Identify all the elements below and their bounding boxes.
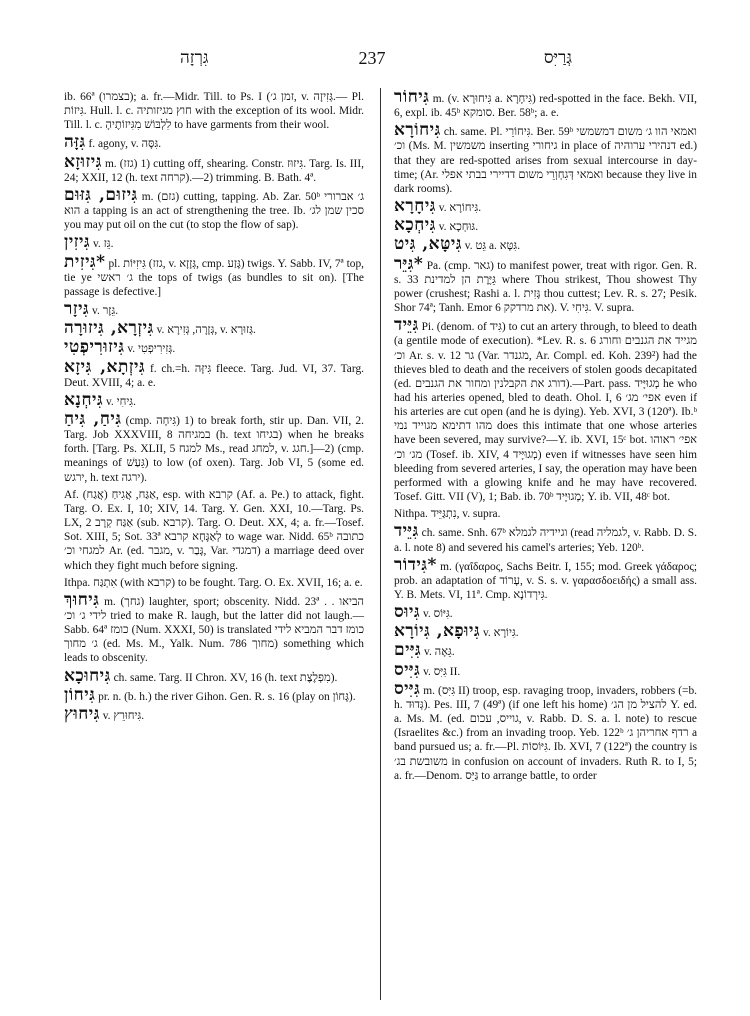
dictionary-entry <box>64 151 364 185</box>
dictionary-entry <box>394 554 697 602</box>
dictionary-entry <box>394 521 697 554</box>
dictionary-entry <box>64 684 364 705</box>
dictionary-entry <box>64 299 364 320</box>
column-divider <box>380 88 381 1000</box>
entry-headword: גִּיִּיס <box>394 659 421 680</box>
entry-text: ch. same. Targ. II Chron. XV, 16 (h. text מִפְלֶצֶת). <box>113 671 338 684</box>
entry-text: m. (גִּיִּס II) troop, esp. ravaging troop, invaders, robbers (=b. h. גְּדוּד). Pes. III, 7 (49ª) (if one left his home) להציל מן הג׳ Y. ed. a. Ms. M. (ed. גוייס, עכום, v. Rabb. D. S. a. l. note) to rescue (Israelites &c.) from an invading troop. Yeb. 122ᵇ רדף אחריהן ג׳ a band pursued us; a. fr.—Pl. גִּיּוֹסוֹת. Ib. XVI, 7 (122ª) the country is משובשת בג׳ in confusion on account of invaders. Ruth R. to I, 5; a. fr.—Denom. גַּיֵּס to arrange battle, to order <box>394 684 698 782</box>
entry-headword: גִּיוּס <box>394 602 421 623</box>
dictionary-entry <box>394 507 697 521</box>
dictionary-entry <box>64 488 364 573</box>
entry-headword: גִּיזְרָא, גִּיזוּרָה <box>64 318 154 339</box>
entry-headword: *גִּיזִית <box>64 251 106 272</box>
dictionary-entry <box>64 389 364 410</box>
right-column <box>394 87 698 786</box>
dictionary-entry <box>394 602 697 623</box>
dictionary-entry <box>394 215 697 236</box>
entry-text: v. גְּזָרָה, גְּזִירָא, v. גְּזוּרָא. <box>156 324 256 337</box>
entry-text: ib. 66ª (בצמרו); a. fr.—Midr. Till. to Ps. I (זמן ג׳, v. גְּזִיזָה.— Pl. גִּיזוֹת. Hull. l. c. חוץ מגיזותיה with the exception of its wool. Midr. Till. l. c. לִלְבּוֹשׁ מִגִּיזוֹתֶיהָ to have garments from their wool. <box>64 91 365 132</box>
dictionary-entry <box>394 87 697 120</box>
entry-text: v. גֵּאָה. <box>424 646 455 659</box>
entry-text: v. גֵּז. <box>92 238 114 251</box>
entry-headword: גִּיזִין <box>64 232 91 253</box>
entry-headword: גִּיחוֹר <box>394 87 430 107</box>
running-head-left: גִּרְזָה <box>180 48 209 67</box>
entry-headword: גִּיחוּכָא <box>64 665 111 686</box>
entry-text: ch. same. Snh. 67ᵇ וגיידיה לגמלא (read לגמליה, v. Rabb. D. S. a. l. note 8) and severed his camel's arteries; Yeb. 120ᵇ. <box>394 527 697 554</box>
dictionary-entry <box>394 659 697 680</box>
entry-text: (cmp. גִּיחָה) 1) to break forth, stir up. Dan. VII, 2. Targ. Job XXXVIII, 8 במגיחה (h. text בגיחו) when he breaks forth. [Targ. Ps. XLII, 5 למגח Ms., read למחג, v. חגג.]—2) (cmp. meanings of גֵּעַשׁ) to low (of oxen). Targ. Job VI, 5 (some ed. ירגש, h. text ירגה). <box>64 414 364 484</box>
entry-headword: גִּיחָרָא <box>394 196 436 217</box>
entry-headword: גִּיזוּזָא <box>64 151 102 172</box>
dictionary-entry <box>64 251 364 299</box>
dictionary-entry <box>394 640 697 661</box>
entry-text: v. גּוּחְכָא. <box>438 221 479 234</box>
entry-headword: גִּיזוּרִיפְטִי <box>64 337 125 358</box>
entry-headword: גִּיחוֹן <box>64 684 96 705</box>
entry-text: f. agony, v. גִּסָּה. <box>88 138 162 151</box>
entry-headword: גִּיוּפָא, גִּיוֹרָא <box>394 621 481 642</box>
entry-headword: גִּיחוּךְ <box>64 589 100 610</box>
entry-headword: גִּיחְכָא <box>394 215 436 236</box>
dictionary-entry <box>394 315 698 504</box>
dictionary-entry <box>64 232 364 253</box>
entry-headword: *גִּידוֹר <box>394 554 437 575</box>
entry-text: m. (v. גִּיחוּרָא a. גִּיחָרָא) red-spotted in the face. Bekh. VII, 6, expl. ib. 45ᵇ סומקא. Ber. 58ᵇ; a. e. <box>394 93 697 120</box>
entry-headword: גִּיטָּא, גִּיט <box>394 234 462 255</box>
dictionary-entry <box>64 576 364 590</box>
entry-text: v. גִּיִּס II. <box>423 665 461 678</box>
entry-text: v. גִּיחִי. <box>105 395 136 408</box>
entry-headword: *גִּיֵּר <box>394 253 424 274</box>
entry-text: Nithpa. נִתְגַּיֵּיד, v. supra. <box>394 508 501 521</box>
entry-headword: גִּיחַ, גִּיחַ <box>64 408 122 429</box>
entry-text: m. (גזז) 1) cutting off, shearing. Constr. גִּיזוּז. Targ. Is. III, 24; XXII, 12 (h. text קרחה).—2) trimming. B. Bath. 4ª. <box>64 157 364 184</box>
entry-text: v. גֵּט a. גִּטָּא. <box>464 240 521 253</box>
entry-text: Af. אַגַּח, אֲגִיחַ (אֲגַח), esp. with קרבא (Af. a. Pe.) to attack, fight. Targ. O. Ex. I, 10; XIV, 14. Targ. Y. Gen. XXI, 10.—Targ. Ps. LX, 2 אַגַּח קְרָב (sub. קרבא). Targ. O. Deut. XX, 4; a. fr.—Tosef. Sot. XIII, 5; Sot. 33ª לְאַגָּחָא קרבא to wage war. Nidd. 65ᵇ כתובה למגחי וכ׳ Ar. (ed. מגבר, v. גָּבַר, Var. דמגדי) a marriage deed over which they fight much before signing. <box>64 488 364 572</box>
entry-headword: גִּיֵּיד <box>394 315 419 336</box>
entry-text: m. (גזם) cutting, tapping. Ab. Zar. 50ᵇ ג׳ אברורי הוא a tapping is an act of strengthening the tree. Ib. סכין שמן לג׳ you may put oil on the cut (to stop the flow of sap). <box>64 190 364 232</box>
entry-headword: גִּיִּים <box>394 640 422 661</box>
entry-headword: גִּיֵּיד <box>394 521 419 542</box>
entry-text: Pa. (cmp. גאר) to manifest power, treat with rigor. Gen. R. s. 33 גֵּיֶּרֶת הן למדינת where Thou strikest, Thou showest Thy power (crushest; Rashi a. l. גָּזִית thou cuttest; Lev. R. s. 27; Pesik. Shor 74ª; Tanh. Emor 6 את מרדקק). V. גִּיחִי. V. supra. <box>394 259 697 315</box>
dictionary-entry <box>64 589 365 666</box>
dictionary-entry <box>64 337 364 358</box>
dictionary-entry <box>394 253 697 316</box>
dictionary-entry <box>394 196 697 217</box>
dictionary-entry <box>394 678 698 783</box>
dictionary-entry <box>64 318 364 339</box>
running-head-right: גְּרַיִּס <box>543 48 572 67</box>
dictionary-entry <box>394 120 697 196</box>
entry-headword: גִּיזָר <box>64 299 90 320</box>
entry-headword: גִּזָּה <box>64 132 86 153</box>
entry-text: v. גִּיחוֹרָא. <box>438 202 482 215</box>
page-header <box>64 48 680 72</box>
dictionary-entry <box>64 703 364 724</box>
entry-headword: גִּיחוֹרָא <box>394 120 441 141</box>
entry-text: f. ch.=h. גִּיזָּה fleece. Targ. Jud. VI, 37. Targ. Deut. XVIII, 4; a. e. <box>64 362 364 389</box>
entry-text: v. גִּיוֹרָא. <box>482 627 519 640</box>
entry-text: v. גִּיחוּרֵץ. <box>102 709 145 722</box>
entry-headword: גִּיחוּץ <box>64 703 100 724</box>
entry-text: v. גֵּזֶר. <box>92 305 119 318</box>
entry-text: pr. n. (b. h.) the river Gihon. Gen. R. s. 16 (play on גָּחוֹן). <box>98 690 356 703</box>
dictionary-entry <box>64 665 364 686</box>
page-number: 237 <box>358 48 386 68</box>
entry-text: v. גְּזִירִיפְטִי. <box>127 343 176 356</box>
dictionary-entry <box>64 408 364 485</box>
entry-headword: גִּיחְנָא <box>64 389 104 410</box>
entry-text: pl. גִּיזִיּוֹת (גזז, v. גְּזָזָא, cmp. גֶּזַע) twigs. Y. Sabb. IV, 7ª top, tie ye ג׳ ראשי the tops of twigs (as bundles to sit on). [The passage is defective.] <box>64 257 364 298</box>
entry-text: Ithpa. אִתְגַּח (with קרבא) to be fought. Targ. O. Ex. XVII, 16; a. e. <box>64 576 363 589</box>
dictionary-entry <box>394 234 697 255</box>
entry-text: ch. same. Pl. גִּיחוֹרֵי. Ber. 59ᵇ ואמאי הוו ג׳ משום דמשמשי וכ׳ (Ms. M. משמשין inserting גיחורי in place of דנהירי ערוהיה ed.) that they are red-spotted arises from sexual intercourse in day-time; (Ar. ואמאי דְּגִחְוְרֵי משום דדיירי בבתי אפלי because they live in dark rooms). <box>394 126 697 195</box>
left-column <box>64 90 364 726</box>
entry-text: Pi. (denom. of גִּיד) to cut an artery through, to bleed to death (a gentile mode of execution). *Lev. R. s. 6 מגייד את הגנבים וחורג וכ׳ Ar. s. v. גר 12 (Var. מגנדר, Ar. Compl. ed. Koh. 239²) had the thieves bled to death and the receivers of stolen goods decapitated (ed. דורג את הקבלנין ומחור את הגנבים).—Part. pass. מְגוּיָּיד he who had his arteries opened, bled to death. Ohol. I, 6 אפי׳ מג׳ even if his arteries are cut open (and he is dying). Yeb. XVI, 3 (120ª). Ib.ᵇ מהו דתימא מגוייד נמי does this intimate that one whose arteries have been severed, may survive?—Y. ib. XVI, 15ᶜ bot. אפי׳ ראוהו מג׳ וכ׳ (Tosef. ib. XIV, 4 מְגוּיָּיד) even if witnesses have seen him bleeding from severed arteries, I say, the operation may have been performed with a glowing knife and he may have recovered. Tosef. Gitt. VII (V), 1; Bab. ib. 70ᵇ מְגוּיָּיד; Y. ib. VII, 48ᶜ bot. <box>394 321 698 504</box>
entry-headword: גִּיִּיס <box>394 678 421 699</box>
entry-text: m. (גחך) laughter, sport; obscenity. Nidd. 23ª הביאו . . לידי ג׳ וכ׳ tried to make R. laugh, but the latter did not laugh.—Sabb. 64ª כומז (Num. XXXI, 50) is translated כומז דבר המביא לידי ג׳ מחוך (ed. Ms. M., Yalk. Num. 786 מחוך) something which leads to obscenity. <box>64 595 365 665</box>
entry-text: m. (γαΐδαρος, Sachs Beitr. I, 155; mod. Greek γάδαρος; prob. an adaptation of עָרוֹד, v. S. s. v. γαρασδοειδής) a small ass. Y. B. Mets. VI, 11ª. Cmp. גִּירְדוֹנָא. <box>394 560 697 601</box>
entry-headword: גִּיזְתָא, גִּיזָא <box>64 356 146 377</box>
dictionary-entry <box>64 90 364 132</box>
entry-text: v. גִּיּוֹס. <box>422 608 453 621</box>
dictionary-entry <box>394 621 697 642</box>
dictionary-entry <box>64 356 364 390</box>
dictionary-entry <box>64 184 364 232</box>
dictionary-entry <box>64 132 364 153</box>
entry-headword: גִּיזוּם, גִּזּוּם <box>64 184 138 205</box>
